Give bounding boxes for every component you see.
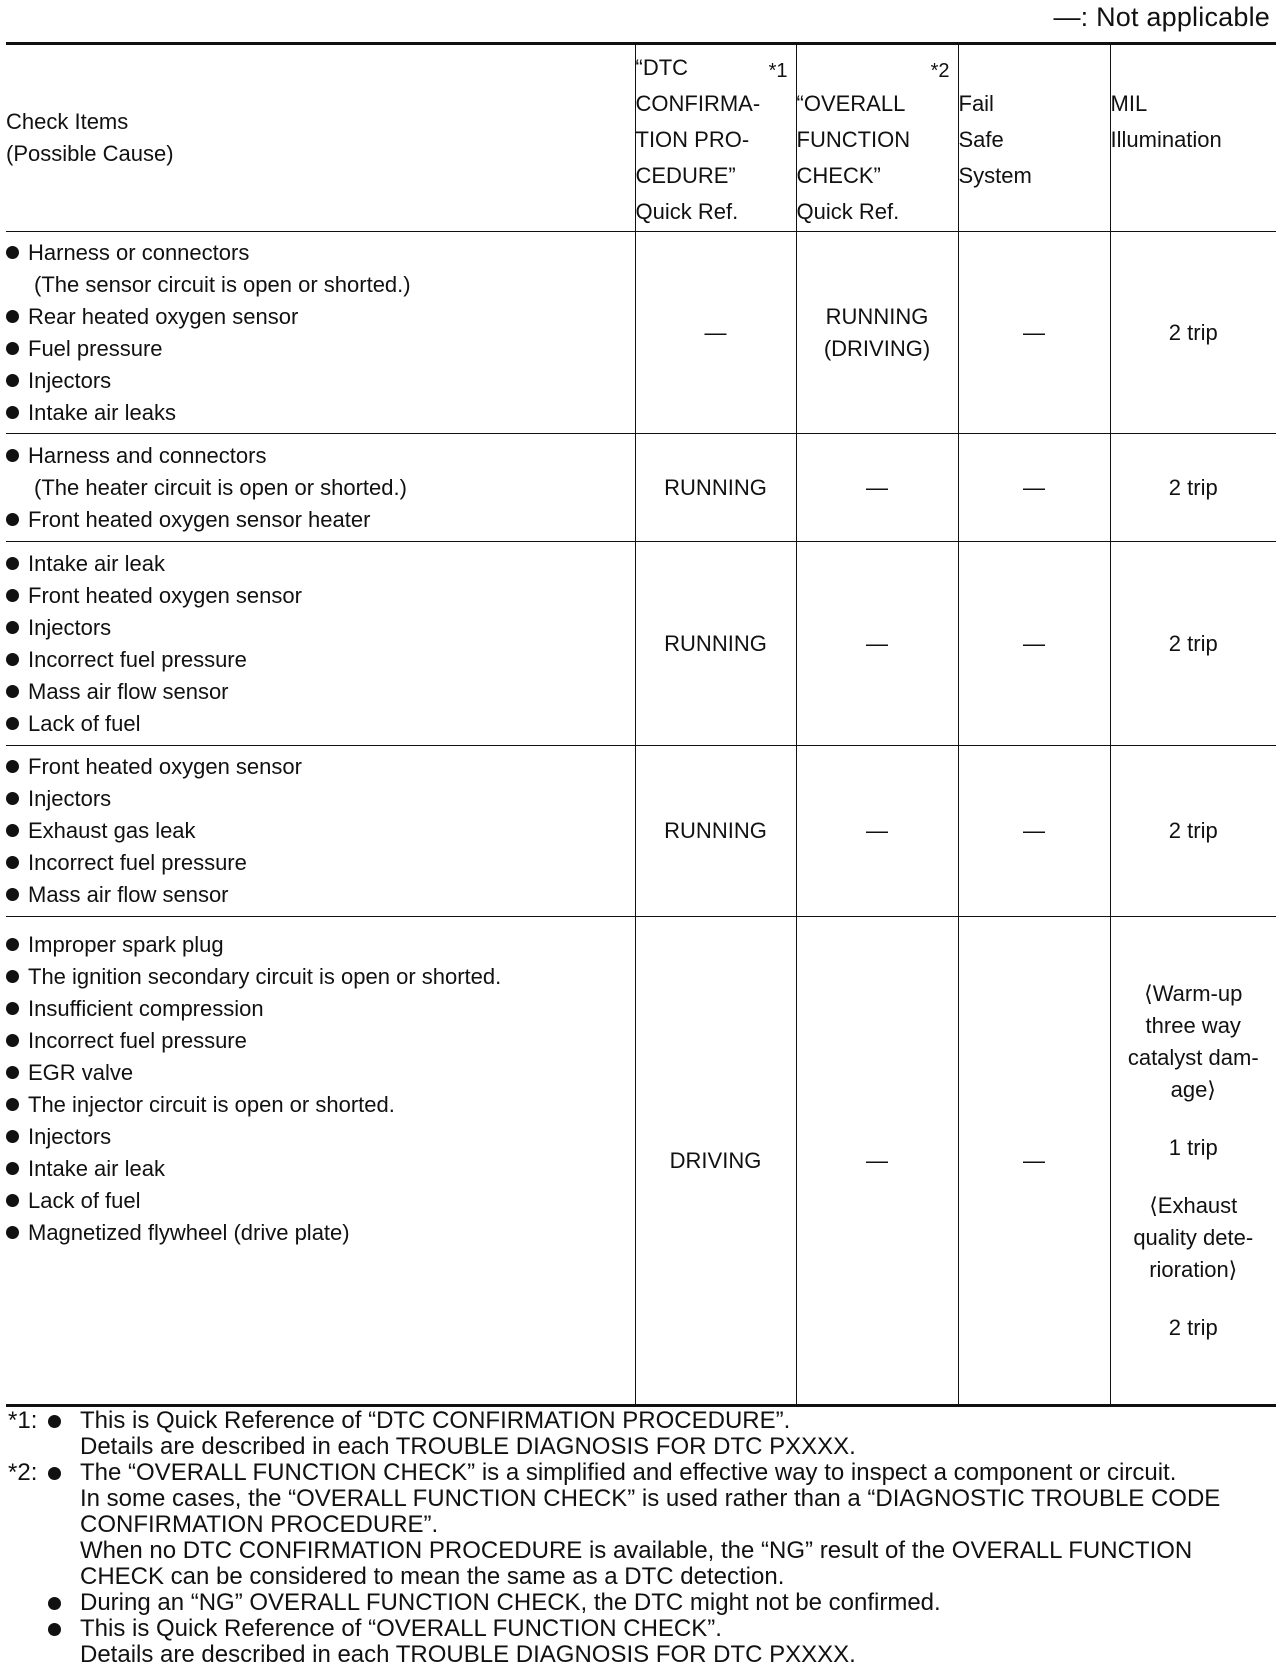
footnote-text: In some cases, the “OVERALL FUNCTION CHECK” is used rather than a “DIAGNOSTIC TROUBLE CODE CONFIRMATION PROCEDURE”. bbox=[80, 1485, 1221, 1538]
mil-note-line: rioration⟩ bbox=[1149, 1256, 1238, 1282]
header-check-items-line2: (Possible Cause) bbox=[6, 141, 174, 166]
table-row bbox=[6, 917, 1276, 1406]
table-row bbox=[6, 746, 1276, 917]
header-dtc-line: CONFIRMA- bbox=[635, 91, 761, 116]
mil-note-line: quality dete- bbox=[1133, 1224, 1254, 1250]
bullet-icon bbox=[6, 685, 19, 698]
list-item bbox=[6, 548, 635, 580]
ofc-cell-line2: (DRIVING) bbox=[823, 335, 931, 361]
list-item bbox=[6, 1025, 635, 1057]
mil-note-line: three way bbox=[1145, 1012, 1241, 1038]
check-item-text: Exhaust gas leak bbox=[28, 818, 196, 843]
bullet-icon bbox=[6, 246, 19, 259]
mil-cell: 2 trip bbox=[1110, 542, 1276, 746]
header-dtc-line: TION PRO- bbox=[635, 127, 750, 152]
header-ofc-line: “OVERALL bbox=[796, 91, 906, 116]
table-row bbox=[6, 232, 1276, 434]
mil-note-line: catalyst dam- bbox=[1127, 1044, 1259, 1070]
check-item-text: Fuel pressure bbox=[28, 335, 163, 361]
bullet-icon bbox=[48, 1597, 61, 1610]
footnote-ref-2: *2 bbox=[930, 60, 950, 82]
ofc-cell: — bbox=[796, 917, 958, 1406]
footnote-text: This is Quick Reference of “DTC CONFIRMATION PROCEDURE”. bbox=[80, 1407, 791, 1434]
header-check-items bbox=[6, 44, 635, 232]
fail-safe-cell: — bbox=[958, 434, 1110, 542]
check-item-text: Mass air flow sensor bbox=[28, 678, 229, 704]
header-ofc-line: FUNCTION bbox=[796, 127, 911, 152]
footnote-text: This is Quick Reference of “OVERALL FUNCTION CHECK”. bbox=[80, 1615, 722, 1642]
bullet-icon bbox=[6, 1162, 19, 1175]
list-item bbox=[6, 365, 635, 397]
mil-cell: 2 trip bbox=[1110, 232, 1276, 434]
list-item bbox=[6, 1217, 635, 1249]
check-item-text: Improper spark plug bbox=[28, 932, 224, 957]
header-overall-function-check bbox=[796, 44, 958, 232]
fail-safe-cell: — bbox=[958, 917, 1110, 1406]
list-item bbox=[6, 397, 635, 429]
header-dtc-line: Quick Ref. bbox=[635, 199, 739, 224]
mil-value: 2 trip bbox=[1168, 1314, 1218, 1340]
check-item-text: Rear heated oxygen sensor bbox=[28, 303, 299, 329]
bullet-icon bbox=[6, 1066, 19, 1079]
list-item bbox=[6, 879, 635, 911]
bullet-icon bbox=[48, 1623, 61, 1636]
mil-note-warmup bbox=[1111, 978, 1277, 1106]
bullet-icon bbox=[6, 717, 19, 730]
footnote-text: When no DTC CONFIRMATION PROCEDURE is available, the “NG” result of the OVERALL FUNCTION CHECK can be considered to mean the same as a DTC detection. bbox=[80, 1537, 1193, 1590]
check-items-cell bbox=[6, 917, 635, 1406]
bullet-icon bbox=[6, 856, 19, 869]
header-mil-line: MIL bbox=[1110, 91, 1148, 116]
check-item-text: Intake air leaks bbox=[28, 399, 176, 425]
check-item-text: Injectors bbox=[28, 786, 112, 811]
check-item-text: Harness or connectors bbox=[28, 239, 250, 265]
footnote-text: During an “NG” OVERALL FUNCTION CHECK, the DTC might not be confirmed. bbox=[80, 1589, 941, 1616]
bullet-icon bbox=[6, 1130, 19, 1143]
bullet-icon bbox=[6, 342, 19, 355]
check-item-text: Incorrect fuel pressure bbox=[28, 1028, 247, 1053]
list-item bbox=[6, 993, 635, 1025]
bullet-icon bbox=[6, 449, 19, 462]
table-row bbox=[6, 434, 1276, 542]
mil-cell: 2 trip bbox=[1110, 434, 1276, 542]
ofc-cell: — bbox=[796, 746, 958, 917]
spacer bbox=[1111, 1286, 1277, 1312]
check-item-text: Intake air leak bbox=[28, 550, 165, 576]
mil-note-line: ⟨Exhaust bbox=[1149, 1192, 1238, 1218]
check-items-cell bbox=[6, 434, 635, 542]
check-item-text: Front heated oxygen sensor heater bbox=[28, 506, 371, 532]
bullet-icon bbox=[6, 1226, 19, 1239]
mil-value: 1 trip bbox=[1168, 1134, 1218, 1160]
footnote-text: Details are described in each TROUBLE DIAGNOSIS FOR DTC PXXXX. bbox=[80, 1641, 856, 1668]
check-item-text: Injectors bbox=[28, 1124, 112, 1149]
list-item bbox=[6, 237, 635, 269]
header-fail-safe bbox=[958, 44, 1110, 232]
check-items-cell bbox=[6, 542, 635, 746]
ofc-cell: — bbox=[796, 434, 958, 542]
fail-safe-cell: — bbox=[958, 746, 1110, 917]
check-item-text: The injector circuit is open or shorted. bbox=[28, 1092, 395, 1117]
check-item-subtext: (The sensor circuit is open or shorted.) bbox=[34, 271, 411, 297]
bullet-icon bbox=[6, 760, 19, 773]
bullet-icon bbox=[6, 621, 19, 634]
check-item-text: Magnetized flywheel (drive plate) bbox=[28, 1220, 350, 1245]
fail-safe-cell: — bbox=[958, 232, 1110, 434]
bullet-icon bbox=[6, 938, 19, 951]
bullet-icon bbox=[6, 888, 19, 901]
list-item bbox=[6, 676, 635, 708]
footnote-mark: *1: bbox=[8, 1407, 38, 1434]
header-fail-line: System bbox=[958, 163, 1032, 188]
list-item bbox=[6, 1057, 635, 1089]
check-item-text: Front heated oxygen sensor bbox=[28, 754, 302, 779]
header-fail-line: Safe bbox=[958, 127, 1004, 152]
header-check-items-line1: Check Items bbox=[6, 109, 129, 134]
footnotes bbox=[8, 1408, 1272, 1668]
not-applicable-legend: —: Not applicable bbox=[1053, 2, 1270, 32]
footnote-text: Details are described in each TROUBLE DIAGNOSIS FOR DTC PXXXX. bbox=[80, 1433, 856, 1460]
list-item bbox=[6, 929, 635, 961]
footnote-ref-1: *1 bbox=[768, 60, 788, 82]
table-header-row bbox=[6, 44, 1276, 232]
check-item-text: Lack of fuel bbox=[28, 1188, 141, 1213]
list-item bbox=[6, 440, 635, 472]
footnote-2 bbox=[8, 1460, 1272, 1590]
header-dtc-confirmation bbox=[635, 44, 796, 232]
header-dtc-line: “DTC bbox=[635, 55, 689, 80]
mil-cell bbox=[1110, 917, 1276, 1406]
header-ofc-line: Quick Ref. bbox=[796, 199, 900, 224]
spacer bbox=[1111, 1106, 1277, 1132]
header-mil-illumination bbox=[1110, 44, 1276, 232]
footnote-2-bullet-2 bbox=[8, 1590, 1272, 1616]
spacer bbox=[1111, 1164, 1277, 1190]
mil-note-line: ⟨Warm-up bbox=[1144, 980, 1243, 1006]
dtc-cell: RUNNING bbox=[635, 434, 796, 542]
list-item bbox=[6, 783, 635, 815]
check-item-text: Front heated oxygen sensor bbox=[28, 582, 302, 608]
bullet-icon bbox=[6, 1098, 19, 1111]
header-fail-line: Fail bbox=[958, 91, 994, 116]
footnote-text: The “OVERALL FUNCTION CHECK” is a simplified and effective way to inspect a component or circuit. bbox=[80, 1459, 1177, 1486]
header-dtc-line: CEDURE” bbox=[635, 163, 736, 188]
list-item bbox=[6, 301, 635, 333]
bullet-icon bbox=[6, 1194, 19, 1207]
check-item-subtext: (The heater circuit is open or shorted.) bbox=[34, 474, 407, 500]
bullet-icon bbox=[6, 1002, 19, 1015]
bullet-icon bbox=[6, 557, 19, 570]
list-item bbox=[6, 847, 635, 879]
bullet-icon bbox=[6, 792, 19, 805]
bullet-icon bbox=[6, 824, 19, 837]
mil-cell: 2 trip bbox=[1110, 746, 1276, 917]
list-item bbox=[6, 580, 635, 612]
mil-note-exhaust bbox=[1111, 1190, 1277, 1286]
ofc-cell: — bbox=[796, 542, 958, 746]
dtc-cell: DRIVING bbox=[635, 917, 796, 1406]
footnote-1 bbox=[8, 1408, 1272, 1460]
check-items-cell bbox=[6, 232, 635, 434]
header-mil-line: Illumination bbox=[1110, 127, 1222, 152]
bullet-icon bbox=[6, 970, 19, 983]
dtc-cell: RUNNING bbox=[635, 746, 796, 917]
bullet-icon bbox=[6, 653, 19, 666]
list-item bbox=[6, 961, 635, 993]
ofc-cell bbox=[796, 232, 958, 434]
list-item bbox=[6, 751, 635, 783]
list-item bbox=[6, 708, 635, 740]
check-item-text: Harness and connectors bbox=[28, 442, 267, 468]
check-item-text: Incorrect fuel pressure bbox=[28, 646, 247, 672]
bullet-icon bbox=[6, 1034, 19, 1047]
list-item bbox=[6, 612, 635, 644]
check-item-text: The ignition secondary circuit is open or shorted. bbox=[28, 964, 502, 989]
list-item bbox=[6, 1089, 635, 1121]
list-item-sub bbox=[6, 269, 635, 301]
list-item bbox=[6, 1185, 635, 1217]
check-item-text: Injectors bbox=[28, 614, 112, 640]
check-item-text: Incorrect fuel pressure bbox=[28, 850, 247, 875]
check-item-text: Insufficient compression bbox=[28, 996, 264, 1021]
dtc-cell: RUNNING bbox=[635, 542, 796, 746]
list-item bbox=[6, 644, 635, 676]
list-item bbox=[6, 504, 635, 536]
bullet-icon bbox=[6, 310, 19, 323]
footnote-mark: *2: bbox=[8, 1459, 38, 1486]
table-row bbox=[6, 542, 1276, 746]
check-item-text: Lack of fuel bbox=[28, 710, 141, 736]
footnote-2-bullet-3 bbox=[8, 1616, 1272, 1668]
bullet-icon bbox=[48, 1467, 61, 1480]
list-item bbox=[6, 815, 635, 847]
header-ofc-line: CHECK” bbox=[796, 163, 881, 188]
dtc-check-table bbox=[6, 42, 1276, 1407]
bullet-icon bbox=[6, 374, 19, 387]
check-items-cell bbox=[6, 746, 635, 917]
bullet-icon bbox=[48, 1415, 61, 1428]
check-item-text: Mass air flow sensor bbox=[28, 882, 229, 907]
check-item-text: EGR valve bbox=[28, 1060, 134, 1085]
list-item bbox=[6, 1153, 635, 1185]
bullet-icon bbox=[6, 589, 19, 602]
mil-note-line: age⟩ bbox=[1170, 1076, 1216, 1102]
bullet-icon bbox=[6, 406, 19, 419]
check-item-text: Injectors bbox=[28, 367, 112, 393]
ofc-cell-line1: RUNNING bbox=[825, 303, 929, 329]
dtc-cell: — bbox=[635, 232, 796, 434]
list-item-sub bbox=[6, 472, 635, 504]
check-item-text: Intake air leak bbox=[28, 1156, 165, 1181]
bullet-icon bbox=[6, 513, 19, 526]
list-item bbox=[6, 1121, 635, 1153]
fail-safe-cell: — bbox=[958, 542, 1110, 746]
list-item bbox=[6, 333, 635, 365]
